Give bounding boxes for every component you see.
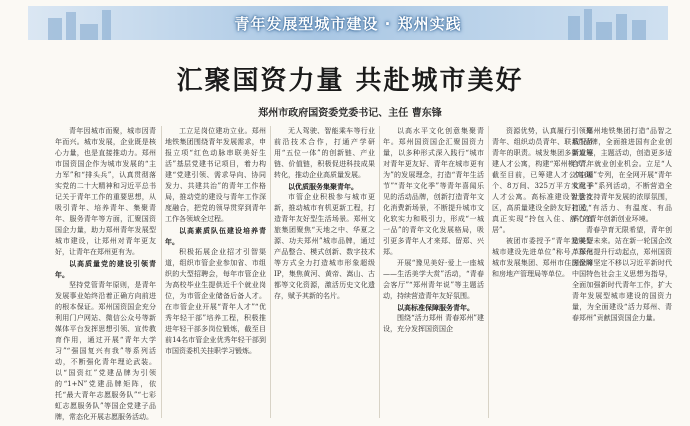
article-column-6 [572,126,672,422]
column-divider [488,126,489,418]
body-paragraph: 无人驾驶、智能乘车等行业前沿技术合作，打通产学研用“五位一体”的创新链、产业链、价值链，积极促进科技成果转化，推动企业高质量发展。 [274,127,375,179]
column-divider [270,126,271,418]
body-paragraph: 坚持党管青年原则，是青年发展事业始终沿着正确方向前进的根本保证。郑州国资国企充分利用门户网站、微信公众号等新媒体平台发挥思想引领、宣传教育作用，通过开展“青年大学习”“强国复兴有我”等系列活动，不断强化青年理论武装。以“国资红”党建品牌为引领的“1+N”党建品牌矩阵，依托“最大青年志愿服务队”“七彩虹志愿服务队”等国企党建子品牌，常态化开展志愿服务活动。 [55,281,156,421]
article-headline: 汇聚国资力量 共赴城市美好 [176,66,524,96]
section-subheading: 以高素质队伍建设培养青年。 [165,226,266,246]
body-paragraph: 被团市委授予“青年发展型城市建设先进单位”称号，郑州城市发展集团、郑州市住房保障和房地产管理局等单位。 [492,237,593,278]
section-subheading: 以高标准保障服务青年。 [397,303,474,312]
article-byline: 郑州市政府国资委党委书记、主任 曹东锋 [258,108,442,119]
body-paragraph: 工立足岗位建功立业。郑州地铁集团围绕青年发展需求，申报立项“红色动脉串联美好生活”基层党建书记项目，着力构建“党建引领、需求导向、协同发力、共建共治”的青年工作格局，推动党的建设与青年工作深度融合，把党的领导贯穿到青年工作各领域全过程。 [165,127,266,223]
article-column-1 [55,126,156,422]
banner-title: 青年发展型城市建设 · 郑州实践 [234,15,462,33]
article-column-2 [165,126,266,422]
body-paragraph: 青年因城市而聚，城市因青年而兴。城市发展，企业既是核心力量，也是直接推动力。郑州市国资国企作为城市发展的“主力军”和“排头兵”，认真贯彻落实党的二十大精神和习近平总书记关于青年工作的重要思想，从吸引青年、培养青年、集聚青年、服务青年等方面，汇聚国资国企力量，助力郑州青年发展型城市建设，让郑州对青年更友好，让青年在郑州更有为。 [55,127,156,256]
article-column-3 [274,126,375,422]
body-paragraph: 以高水平文化创意集聚青年。郑州国资国企汇聚国资力量，以多种形式深入践行“城市对青年更友好、青年在城市更有为”的发展理念，打造“青年生活节”“青年文化季”等青年喜闻乐见的活动品牌，创新打造青年文化消费新场景，不断提升城市文化软实力和吸引力，形成“一城一品”的青年文化发展格局，吸引更多青年人才来郑、留郑、兴郑。 [383,127,484,256]
body-paragraph: 青春孕育无限希望，青年创造美好未来。站在新一轮国企改革深化提升行动起点，郑州国资国企将坚定不移以习近平新时代中国特色社会主义思想为指导，全面加强新时代青年工作，扩大青年发展型城市建设的国资力量，为全面建设“活力郑州、青春郑州”贡献国资国企力量。 [572,226,672,322]
body-paragraph: 资源优势，认真履行引领聚青年、组织动员青年、联系服务青年的职责。城发集团多渠道筹建人才公寓，构建“郑州模式”。截至目前，已筹建人才公寓66个、8万间、325万平方米用于人才公寓。高标准建设智慧社区，高质量建设全龄友好社区，真正实现“拎包入住、舒心宜居”。 [492,127,593,234]
body-paragraph: 市管企业积极参与城市更新，推动城市有机更新工程，打造青年友好型生活场景。郑州文旅集团聚焦“天地之中、华夏之源、功夫郑州”城市品牌，通过产品整合、模式创新、数字技术等方式全力打造城市形象超级IP，集焦黄河、黄帝、嵩山、古都等文化资源，激活历史文化遗存，赋予其新的名片。 [274,193,375,300]
column-divider [379,126,380,418]
section-subheading: 以优质服务集聚青年。 [288,182,358,191]
article-column-4 [383,126,484,422]
section-banner [28,6,668,40]
column-divider [161,126,162,418]
body-paragraph: 积极拓展企业招才引智渠道，组织市管企业参加省、市组织的大型招聘会，每年市管企业为高校毕业生提供近千个就业岗位，为市管企业储备后备人才。在市管企业开展“青年人才”“优秀年轻干部”培养工程，积极推进年轻干部多岗位锻炼，截至目前14名市管企业优秀年轻干部到市国资委机关挂职学习锻炼。 [165,248,266,355]
body-paragraph: 郑州地铁集团打造“品智之城”品牌，全面推进国有企业创新发展，主题活动，创造更多适合青年就业创业机会。立足“人才主题”专列，在全网开展“青年文化季”系列活动，不断营造全社会支持青年发展的浓厚氛围，打造“有活力、有温度、有品质”的青年创新创业环境。 [572,127,672,223]
body-paragraph: 围绕“活力郑州 青春郑州”建设，充分发挥国资国企 [383,314,484,333]
section-subheading: 以高质量党的建设引领青年。 [55,259,156,279]
body-paragraph: 开展“豫见美好·爱上一座城——生活美学大赏”活动，“青春会客厅”“郑州青年说”等主题活动，持续营造青年友好氛围。 [383,259,484,300]
